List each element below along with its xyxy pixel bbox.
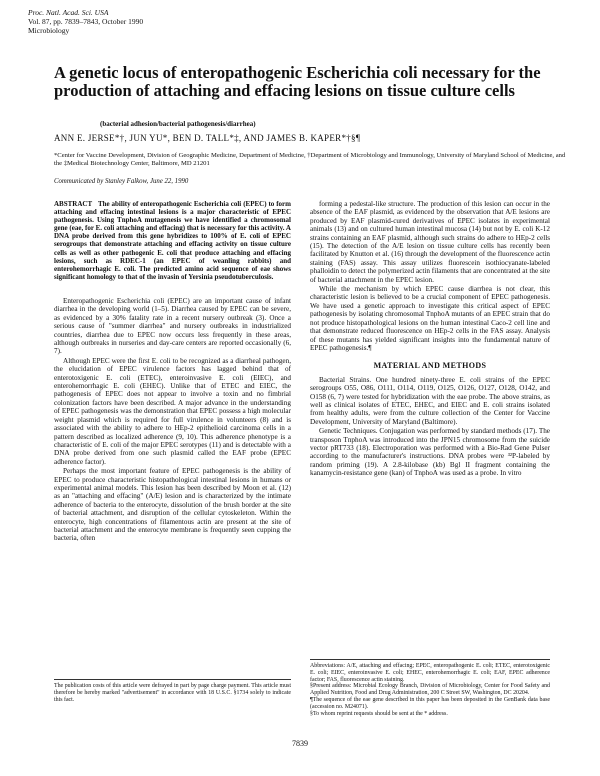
footnote-divider xyxy=(54,679,291,680)
journal-name: Proc. Natl. Acad. Sci. USA xyxy=(28,8,109,17)
authors: ANN E. JERSE*†, JUN YU*, BEN D. TALL*‡, AND JAMES B. KAPER*†§¶ xyxy=(54,133,361,143)
footnote-divider xyxy=(310,659,550,660)
paragraph: Genetic Techniques. Conjugation was performed by standard methods (17). The transposon TnphoA was introduced into the JPN15 chromosome from the suicide vector pRT733 (18). Electroporation was performed with a Bio-Rad Gene Pulser according to the manufacturer's instructions. DNA probes were ³²P-labeled by random priming (19). A 2.8-kilobase (kb) Bgl II fragment containing the kanamycin-resistance gene (kan) of TnphoA was used as a probe. In vitro xyxy=(310,427,550,478)
footnote-left xyxy=(54,683,291,703)
footnote-text: ¶The sequence of the eae gene described in this paper has been deposited in the GenBank data base (accession no. M24071). xyxy=(310,696,550,710)
paragraph: Enteropathogenic Escherichia coli (EPEC) are an important cause of infant diarrhea in the developing world (1–5). Diarrhea caused by EPEC can be severe, as evidenced by a 30% fatality rate in a recent nursery outbreak (3). Once a serious cause of "summer diarrhea" and nursery outbreaks in industrialized countries, diarrhea due to EPEC now occurs less frequently in these areas, although outbreaks in nurseries and day-care centers are reported occasionally (6, 7). xyxy=(54,297,291,356)
page-number: 7839 xyxy=(292,739,308,748)
journal-header xyxy=(28,8,143,35)
paragraph: forming a pedestal-like structure. The production of this lesion can occur in the absence of the EAF plasmid, as evidenced by the observation that A/E lesions are produced by EAF plasmid-cured derivatives of EPEC isolates in experimental animals (13) and on cultured human intestinal mucosa (14) but not by E. coli K-12 strains containing an EAF plasmid, although such strains do adhere to HEp-2 cells (15). The detection of the A/E lesion on tissue culture cells has recently been facilitated by Knutton et al. (16) through the development of the fluorescence actin staining (FAS) assay. This assay utilizes fluorescein isothiocyanate-labeled phalloidin to detect the polymerized actin filaments that are concentrated at the site of bacterial attachment in the EPEC lesion. xyxy=(310,200,550,284)
paragraph: Although EPEC were the first E. coli to be recognized as a diarrheal pathogen, the elucidation of EPEC virulence factors has lagged behind that of enterotoxigenic E. coli (ETEC), enteroinvasive E. coli (EIEC), and enterohemorrhagic E. coli (EHEC). Unlike that of ETEC and EIEC, the pathogenesis of EPEC does not appear to involve a toxin and no fimbrial colonization factors have been described. A major advance in the understanding of EPEC pathogenesis was the demonstration that EPEC possess a high molecular weight plasmid which is required for full virulence in volunteers (8) and is associated with the ability to adhere to HEp-2 epithelioid carcinoma cells in a pattern described as localized adherence (9, 10). This adherence phenotype is a characteristic of E. coli of the major EPEC serotypes (11) and is detectable with a DNA probe derived from one such plasmid called the EAF probe (EPEC adherence factor). xyxy=(54,356,291,466)
journal-volume: Vol. 87, pp. 7839–7843, October 1990 xyxy=(28,17,144,26)
communicated-by: Communicated by Stanley Falkow, June 22, 1990 xyxy=(54,178,189,185)
keywords: (bacterial adhesion/bacterial pathogenesis/diarrhea) xyxy=(100,120,256,128)
right-column xyxy=(310,200,550,479)
paragraph: Bacterial Strains. One hundred ninety-three E. coli strains of the EPEC serogroups O55, O86, O111, O114, O119, O125, O126, O127, O128, O142, and O158 (6, 7) were tested for hybridization with the eae probe. The above strains, as well as clinical isolates of ETEC, EHEC, and EIEC and E. coli strains isolated from healthy adults, were from the culture collection of the Center for Vaccine Development, University of Maryland (Baltimore). xyxy=(310,375,550,426)
footnote-right xyxy=(310,663,550,717)
section-heading: MATERIAL AND METHODS xyxy=(373,361,487,371)
footnote-text: The publication costs of this article were defrayed in part by page charge payment. This article must therefore be hereby marked "advertisement" in accordance with 18 U.S.C. §1734 solely to indicate this fact. xyxy=(54,683,291,703)
footnote-text: §Present address: Microbial Ecology Branch, Division of Microbiology, Center for Food Safety and Applied Nutrition, Food and Drug Administration, 200 C Street SW, Washington, DC 20204. xyxy=(310,683,550,697)
left-column xyxy=(54,297,291,544)
affiliation: *Center for Vaccine Development, Division of Geographic Medicine, Department of Medicine, †Department of Microbiology and Immunology, University of Maryland School of Medicine, and the ‡Medical Biotechnology Center, Baltimore, MD 21201 xyxy=(54,152,566,168)
article-title: A genetic locus of enteropathogenic Escherichia coli necessary for the production of attaching and effacing lesions on tissue culture cells xyxy=(54,63,541,100)
journal-section: Microbiology xyxy=(28,26,70,35)
abstract xyxy=(54,200,291,282)
paragraph: While the mechanism by which EPEC cause diarrhea is not clear, this characteristic lesion is believed to be a crucial component of EPEC pathogenesis. We have used a genetic approach to investigate this critical aspect of EPEC pathogenesis by isolating chromosomal TnphoA mutants of an EPEC strain that do not produce histopathological lesions on the human intestinal Caco-2 cell line and that demonstrate reduced fluorescence on HEp-2 cells in the FAS assay. Analysis of these mutants has yielded significant insights into the fundamental nature of EPEC pathogenesis.¶ xyxy=(310,285,550,352)
footnote-text: Abbreviations: A/E, attaching and effacing; EPEC, enteropathogenic E. coli; ETEC, enterotoxigenic E. coli; EIEC, enteroinvasive E. coli; EHEC, enterohemorrhagic E. coli; EAF, EPEC adherence factor; FAS, fluorescence actin staining. xyxy=(310,663,550,683)
footnote-text: §To whom reprint requests should be sent at the * address. xyxy=(310,710,448,717)
paragraph: Perhaps the most important feature of EPEC pathogenesis is the ability of EPEC to produce characteristic histopathological intestinal lesions in humans or experimental animal models. This lesion has been described by Moon et al. (12) as an "attaching and effacing" (A/E) lesion and is characterized by the intimate adherence of bacteria to the enterocyte, dissolution of the brush border at the site of bacterial attachment, and disruption of the cellular cytoskeleton. Within the enterocyte, high concentrations of filamentous actin are present at the site of bacterial attachment and the enterocyte membrane is frequently seen cupping the bacteria, often xyxy=(54,467,291,543)
abstract-label: ABSTRACT xyxy=(54,200,93,208)
abstract-text: The ability of enteropathogenic Escherichia coli (EPEC) to form attaching and effacing intestinal lesions is a major characteristic of EPEC pathogenesis. Using TnphoA mutagenesis we have identified a chromosomal gene (eae, for E. coli attaching and effacing) that is necessary for this activity. A DNA probe derived from this gene hybridizes to 100% of E. coli of EPEC serogroups that demonstrate attaching and effacing activity on tissue culture cells as well as other pathogenic E. coli that produce attaching and effacing lesions, such as RDEC-1 (an EPEC of weanling rabbits) and enterohemorrhagic E. coli. The predicted amino acid sequence of eae shows significant homology to that of the invasin of Yersinia pseudotuberculosis. xyxy=(54,200,291,281)
